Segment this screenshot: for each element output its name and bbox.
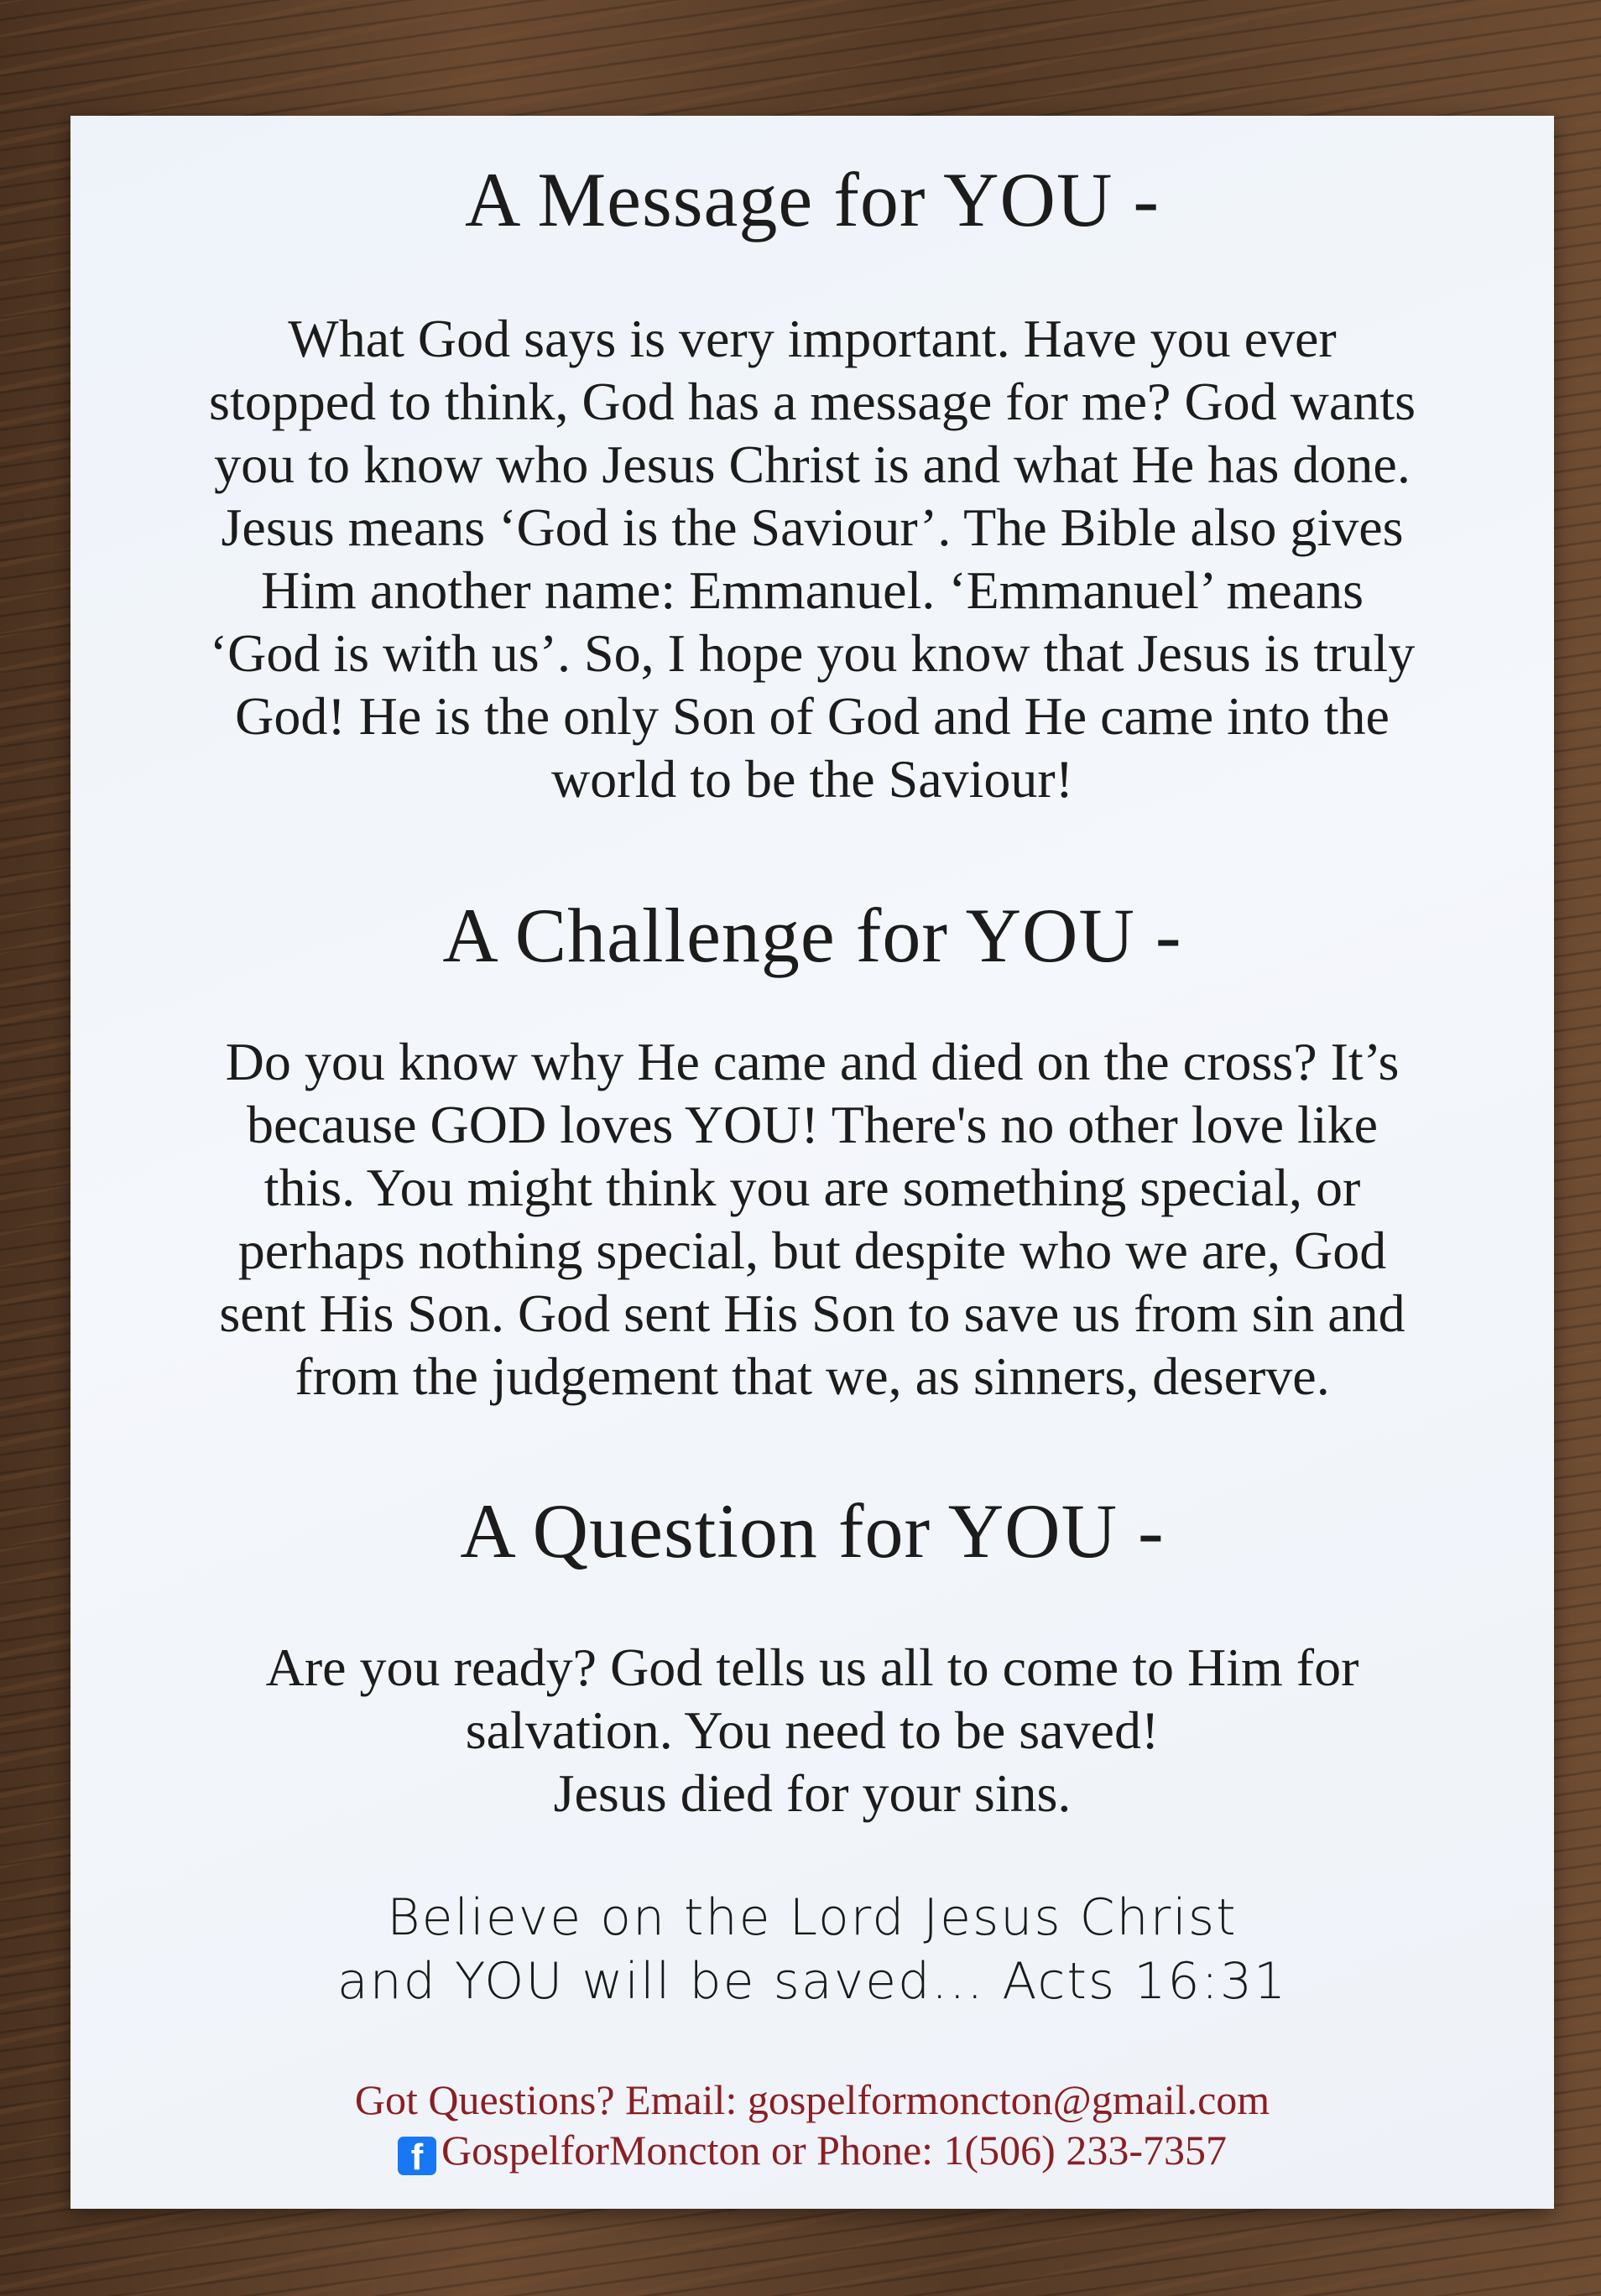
text-line: Are you ready? God tells us all to come to Him for (265, 1637, 1359, 1697)
text-line: Him another name: Emmanuel. ‘Emmanuel’ means (261, 560, 1364, 620)
bible-verse (70, 1886, 1554, 2013)
text-line: this. You might think you are something special, or (263, 1158, 1361, 1217)
challenge-paragraph (70, 1030, 1554, 1408)
text-line: world to be the Saviour! (550, 749, 1074, 809)
text-line: What God says is very important. Have you ever (288, 309, 1337, 368)
challenge-heading: A Challenge for YOU - (442, 893, 1182, 978)
text-line: because GOD loves YOU! There's no other love like (246, 1095, 1379, 1154)
text-line: Jesus died for your sins. (553, 1763, 1072, 1823)
email-line: Got Questions? Email: gospelformoncton@gmail.com (354, 2076, 1270, 2123)
text-line: stopped to think, God has a message for me? God wants (209, 372, 1416, 431)
message-paragraph (70, 307, 1554, 810)
text-line: salvation. You need to be saved! (465, 1700, 1160, 1760)
text-line: from the judgement that we, as sinners, deserve. (295, 1346, 1330, 1406)
facebook-icon: f (398, 2137, 436, 2175)
text-line: Jesus means ‘God is the Saviour’. The Bible also gives (221, 497, 1404, 557)
text-line: Do you know why He came and died on the cross? It’s (225, 1032, 1400, 1091)
text-line: you to know who Jesus Christ is and what He has done. (214, 435, 1411, 494)
message-heading: A Message for YOU - (464, 157, 1160, 242)
text-line: perhaps nothing special, but despite who we are, God (237, 1221, 1387, 1280)
contact-info (70, 2075, 1554, 2178)
question-paragraph (70, 1636, 1554, 1825)
question-heading: A Question for YOU - (460, 1488, 1165, 1574)
verse-line: and YOU will be saved... Acts 16:31 (336, 1952, 1288, 2011)
text-line: sent His Son. God sent His Son to save us from sin and (219, 1283, 1405, 1343)
text-line: ‘God is with us’. So, I hope you know that Jesus is truly (209, 623, 1416, 683)
verse-line: Believe on the Lord Jesus Christ (387, 1888, 1238, 1947)
text-line: God! He is the only Son of God and He came into the (235, 686, 1390, 746)
gospel-card (70, 116, 1554, 2209)
facebook-phone-line (70, 2125, 1554, 2178)
facebook-phone-text: GospelforMoncton or Phone: 1(506) 233-7357 (441, 2127, 1227, 2174)
